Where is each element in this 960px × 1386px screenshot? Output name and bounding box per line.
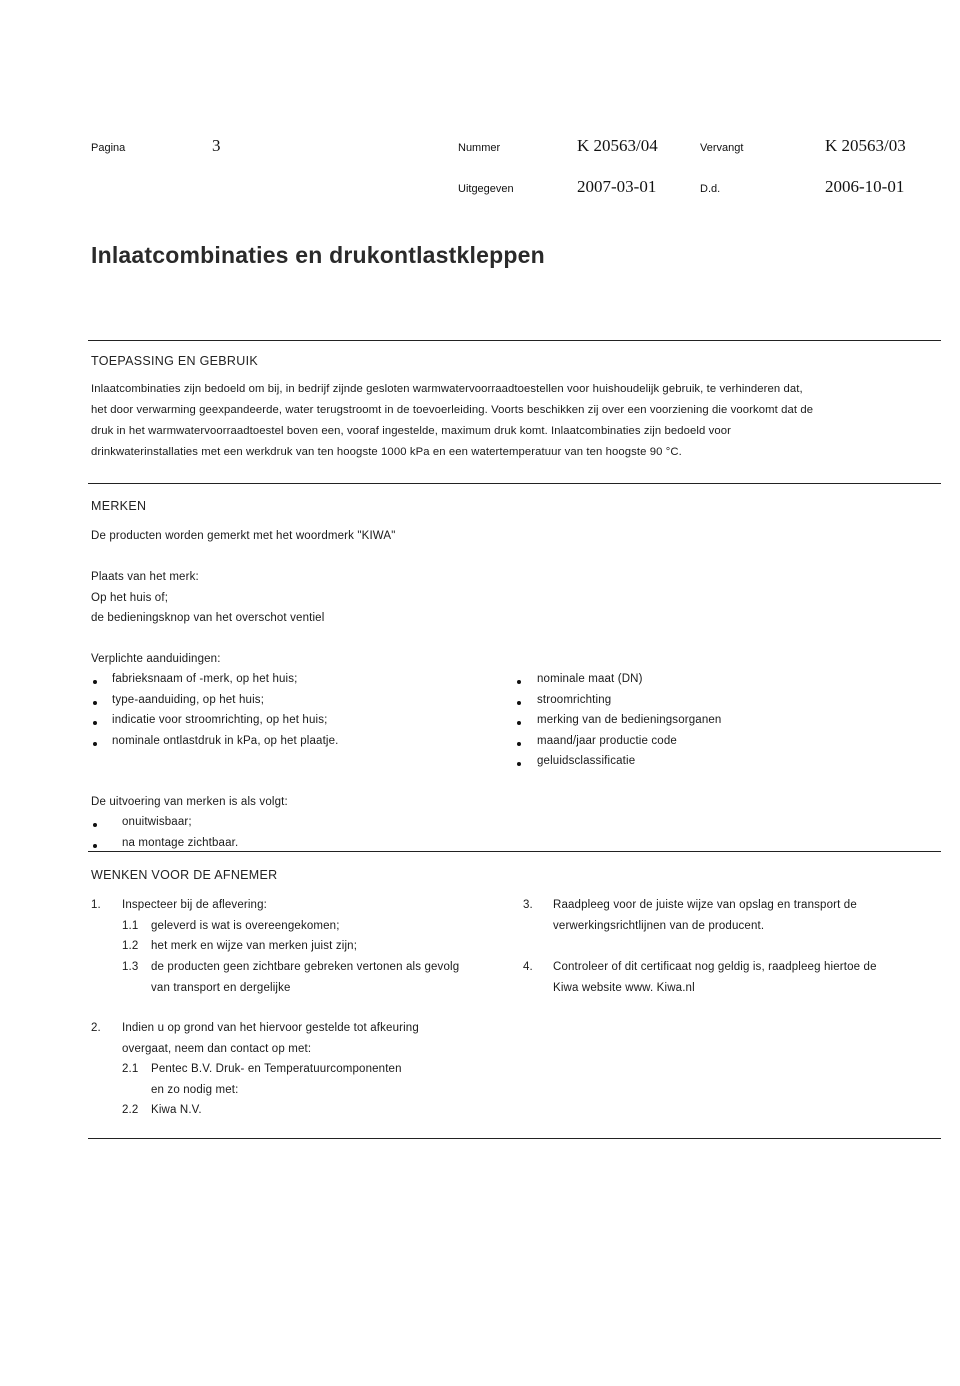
uitgegeven-label: Uitgegeven [458,183,514,195]
section-divider [88,851,941,852]
verplicht-right-item: geluidsclassificatie [537,755,636,767]
nummer-value: K 20563/04 [577,136,658,155]
toepassing-line: druk in het warmwatervoorraadtoestel boven een, vooraf ingestelde, maximum druk komt. Inlaatcombinaties zijn bedoeld voor [91,425,732,437]
wenken-sub-text: geleverd is wat is overeengekomen; [151,920,340,932]
bullet-icon [517,762,521,766]
wenken-item-text: verwerkingsrichtlijnen van de producent. [553,920,765,932]
wenken-sub-continuation: en zo nodig met: [151,1084,239,1096]
wenken-heading: WENKEN VOOR DE AFNEMER [91,868,278,882]
section-divider [88,483,941,484]
verplicht-label: Verplichte aanduidingen: [91,653,221,665]
wenken-sub-continuation: van transport en dergelijke [151,982,291,994]
plaats-label: Plaats van het merk: [91,571,199,583]
verplicht-left-item: fabrieksnaam of -merk, op het huis; [112,673,298,685]
wenken-item-number: 4. [523,961,533,973]
uitvoering-item: onuitwisbaar; [122,816,192,828]
bullet-icon [517,742,521,746]
wenken-item-text: Indien u op grond van het hiervoor gestelde tot afkeuring [122,1022,419,1034]
uitgegeven-value: 2007-03-01 [577,177,657,196]
dd-label: D.d. [700,183,721,195]
wenken-sub-text: Pentec B.V. Druk- en Temperatuurcomponenten [151,1063,402,1075]
wenken-sub-number: 1.1 [122,920,139,932]
uitvoering-item: na montage zichtbaar. [122,837,239,849]
plaats-line: de bedieningsknop van het overschot ventiel [91,612,325,624]
wenken-item-text: Controleer of dit certificaat nog geldig is, raadpleeg hiertoe de [553,961,877,973]
vervangt-label: Vervangt [700,142,744,154]
bullet-icon [517,721,521,725]
verplicht-right-item: merking van de bedieningsorganen [537,714,722,726]
wenken-sub-number: 1.2 [122,940,139,952]
bullet-icon [93,721,97,725]
dd-value: 2006-10-01 [825,177,905,196]
verplicht-right-item: nominale maat (DN) [537,673,643,685]
verplicht-right-item: stroomrichting [537,694,612,706]
wenken-sub-number: 2.2 [122,1104,139,1116]
wenken-sub-number: 1.3 [122,961,139,973]
pagina-value: 3 [212,136,221,155]
toepassing-paragraph [91,379,946,463]
wenken-item-number: 3. [523,899,533,911]
bullet-icon [93,701,97,705]
wenken-item-text: Raadpleeg voor de juiste wijze van opslag en transport de [553,899,857,911]
bullet-icon [93,680,97,684]
bullet-icon [517,701,521,705]
bottom-divider [88,1138,941,1139]
bullet-icon [93,742,97,746]
verplicht-left-item: type-aanduiding, op het huis; [112,694,265,706]
plaats-line: Op het huis of; [91,592,169,604]
toepassing-heading: TOEPASSING EN GEBRUIK [91,354,258,368]
wenken-sub-number: 2.1 [122,1063,139,1075]
toepassing-line: Inlaatcombinaties zijn bedoeld om bij, in bedrijf zijnde gesloten warmwatervoorraadtoestellen voor huishoudelijk gebruik, te verhinderen dat, [91,383,803,395]
wenken-item-text: overgaat, neem dan contact op met: [122,1043,312,1055]
toepassing-line: het door verwarming geexpandeerde, water terugstroomt in de toevoerleiding. Voorts beschikken zij over een voorziening die voorkomt dat de [91,404,814,416]
page-title: Inlaatcombinaties en drukontlastkleppen [91,242,545,268]
section-divider [88,340,941,341]
wenken-item-number: 1. [91,899,101,911]
wenken-sub-text: de producten geen zichtbare gebreken vertonen als gevolg [151,961,460,973]
bullet-icon [93,844,97,848]
verplicht-right-item: maand/jaar productie code [537,735,677,747]
pagina-label: Pagina [91,142,126,154]
merken-heading: MERKEN [91,499,147,513]
uitvoering-label: De uitvoering van merken is als volgt: [91,796,288,808]
vervangt-value: K 20563/03 [825,136,906,155]
verplicht-left-item: indicatie voor stroomrichting, op het huis; [112,714,328,726]
toepassing-line: drinkwaterinstallaties met een werkdruk van ten hoogste 1000 kPa en een watertemperatuur van ten hoogste 90 °C. [91,446,682,458]
bullet-icon [517,680,521,684]
nummer-label: Nummer [458,142,501,154]
bullet-icon [93,823,97,827]
wenken-sub-text: Kiwa N.V. [151,1104,202,1116]
wenken-item-text: Kiwa website www. Kiwa.nl [553,982,695,994]
merken-intro: De producten worden gemerkt met het woordmerk "KIWA" [91,530,396,542]
wenken-item-number: 2. [91,1022,101,1034]
wenken-sub-text: het merk en wijze van merken juist zijn; [151,940,358,952]
wenken-item-text: Inspecteer bij de aflevering: [122,899,267,911]
verplicht-left-item: nominale ontlastdruk in kPa, op het plaatje. [112,735,339,747]
